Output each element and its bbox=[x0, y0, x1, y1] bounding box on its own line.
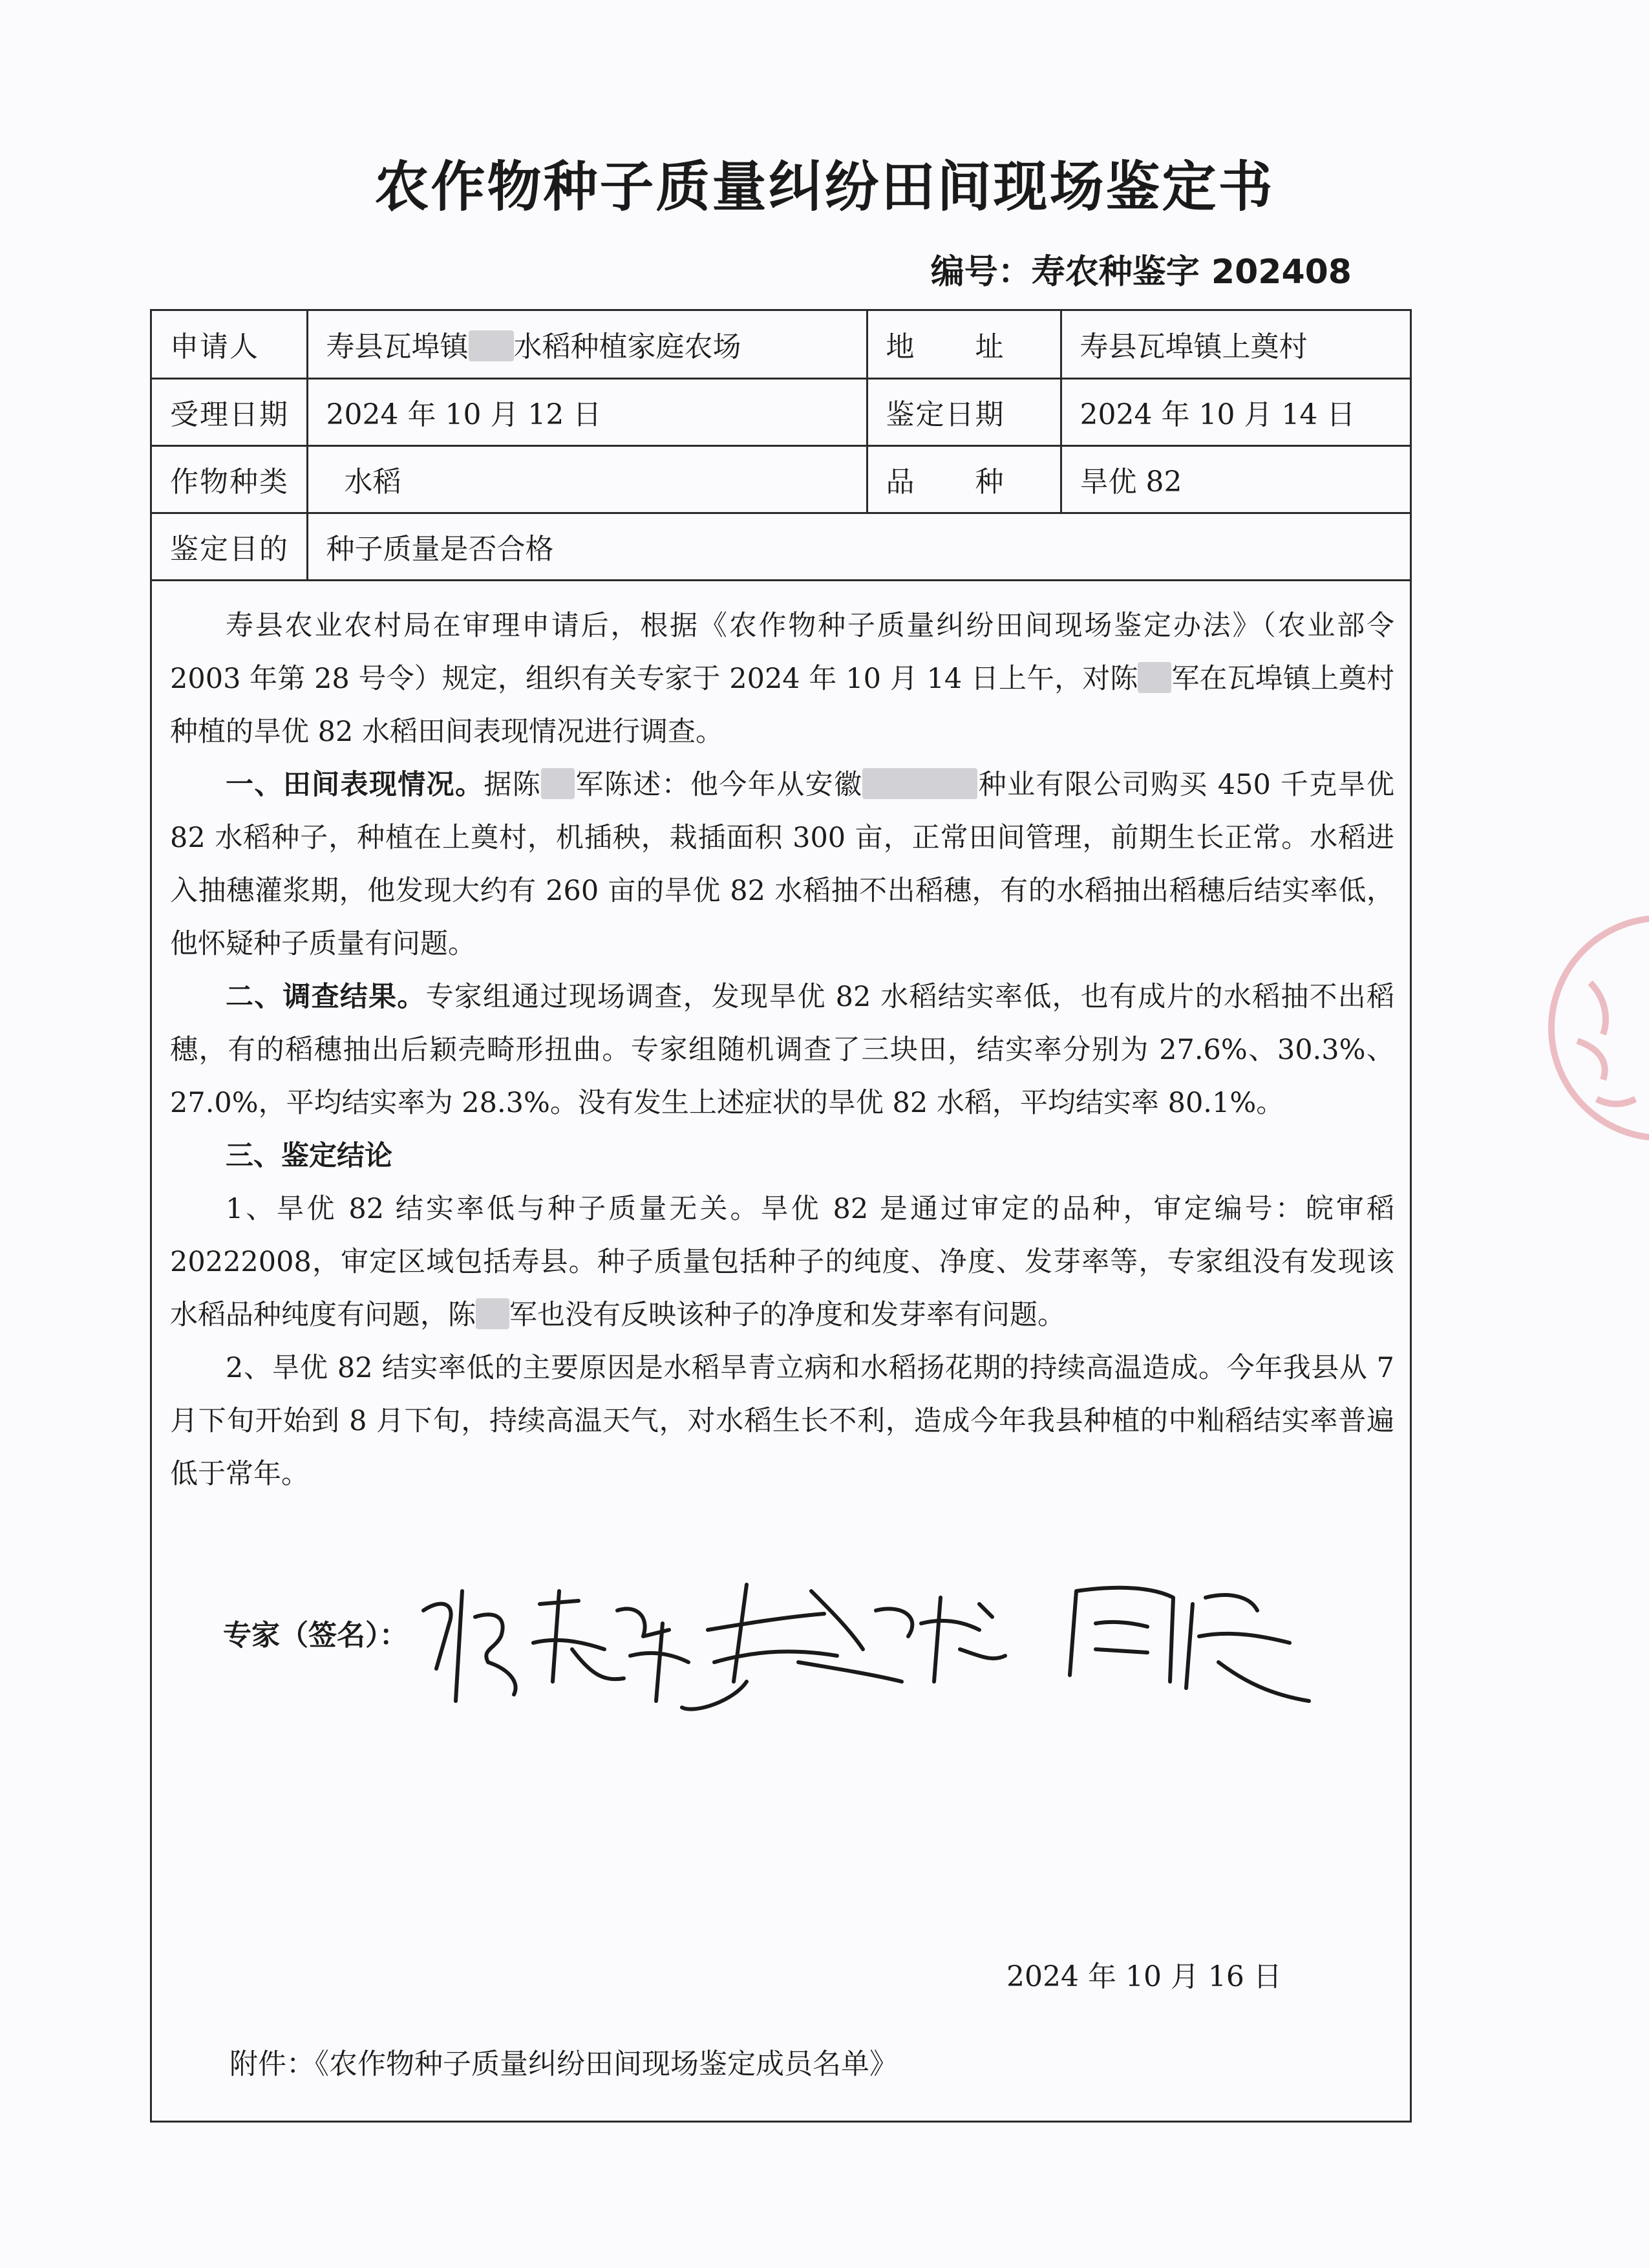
field-text-1: 据陈 bbox=[484, 769, 542, 801]
intro-text-end: 军在瓦埠镇上奠村种植的旱优 82 水稻田间表现情况进行调查。 bbox=[170, 663, 1394, 748]
intro-text-start: 寿县农业农村局在审理申请后，根据《农作物种子质量纠纷田间现场鉴定办法》（农业部令 2003 年第 28 号令）规定，组织有关专家于 2024 年 10 月 14 日上午，对陈 bbox=[170, 610, 1394, 695]
info-table bbox=[152, 311, 1410, 581]
applicant-value-start: 寿县瓦埠镇 bbox=[326, 330, 469, 364]
purpose-value: 种子质量是否合格 bbox=[307, 513, 1410, 580]
crop-label: 作物种类 bbox=[152, 445, 307, 513]
paragraph-investigation bbox=[170, 970, 1394, 1129]
section-heading-investigation: 二、调查结果。 bbox=[226, 981, 426, 1013]
applicant-label: 申请人 bbox=[152, 311, 307, 378]
investigation-text: 专家组通过现场调查，发现旱优 82 水稻结实率低，也有成片的水稻抽不出稻穗，有的稻穗抽出后颖壳畸形扭曲。专家组随机调查了三块田，结实率分别为 27.6%、30.3%、27.0%，平均结实率为 28.3%。没有发生上述症状的旱优 82 水稻，平均结实率 80.1%。 bbox=[170, 981, 1395, 1119]
section-heading-field: 一、田间表现情况。 bbox=[226, 769, 484, 801]
paragraph-conclusion-2: 2、旱优 82 结实率低的主要原因是水稻旱青立病和水稻扬花期的持续高温造成。今年我县从 7 月下旬开始到 8 月下旬，持续高温天气，对水稻生长不利，造成今年我县种植的中籼稻结实率普遍低于常年。 bbox=[170, 1352, 1394, 1490]
crop-value: 水稻 bbox=[307, 445, 867, 513]
document-body bbox=[170, 599, 1394, 1501]
field-text-2: 军陈述：他今年从安徽 bbox=[575, 769, 863, 801]
address-value: 寿县瓦埠镇上奠村 bbox=[1061, 311, 1410, 378]
expert-signatures bbox=[410, 1552, 1315, 1720]
paragraph-intro bbox=[170, 599, 1394, 758]
accept-date-label: 受理日期 bbox=[152, 378, 307, 445]
applicant-value bbox=[307, 311, 867, 378]
variety-label: 品 种 bbox=[867, 445, 1061, 513]
conclusion-1-end: 军也没有反映该种子的净度和发芽率有问题。 bbox=[509, 1299, 1065, 1331]
table-row bbox=[152, 513, 1410, 580]
paragraph-field-performance bbox=[170, 758, 1394, 970]
paragraph-conclusion-heading bbox=[170, 1129, 1394, 1182]
table-row bbox=[152, 378, 1410, 445]
table-row bbox=[152, 445, 1410, 513]
redaction-mark bbox=[862, 768, 977, 799]
issue-date: 2024 年 10 月 16 日 bbox=[1006, 1960, 1282, 1993]
section-heading-conclusion: 三、鉴定结论 bbox=[226, 1140, 392, 1172]
document-frame bbox=[150, 309, 1412, 2123]
signature-2 bbox=[682, 1585, 1005, 1709]
purpose-label: 鉴定目的 bbox=[152, 513, 307, 580]
appraisal-date-value: 2024 年 10 月 14 日 bbox=[1061, 378, 1410, 445]
seal-stamp-partial bbox=[1506, 892, 1649, 1164]
signature-3 bbox=[1070, 1588, 1309, 1701]
paragraph-conclusion-1 bbox=[170, 1182, 1394, 1342]
attachment-note: 附件：《农作物种子质量纠纷田间现场鉴定成员名单》 bbox=[229, 2048, 898, 2081]
conclusion-1-start: 1、旱优 82 结实率低与种子质量无关。旱优 82 是通过审定的品种，审定编号：皖审稻 20222008，审定区域包括寿县。种子质量包括种子的纯度、净度、发芽率等，专家组没有发现该水稻品种纯度有问题，陈 bbox=[170, 1193, 1394, 1331]
field-text-3: 种业有限公司购买 450 千克旱优 82 水稻种子，种植在上奠村，机插秧，栽插面积 300 亩，正常田间管理，前期生长正常。水稻进入抽穗灌浆期，他发现大约有 260 亩的旱优 82 水稻抽不出稻穗，有的水稻抽出稻穗后结实率低，他怀疑种子质量有问题。 bbox=[170, 769, 1395, 960]
redaction-mark bbox=[476, 1298, 509, 1329]
redaction-mark bbox=[541, 768, 575, 799]
page-title: 农作物种子质量纠纷田间现场鉴定书 bbox=[374, 155, 1275, 219]
address-label: 地 址 bbox=[867, 311, 1061, 378]
signature-1 bbox=[423, 1591, 688, 1701]
redaction-mark bbox=[1138, 662, 1171, 693]
table-row bbox=[152, 311, 1410, 378]
accept-date-value: 2024 年 10 月 12 日 bbox=[307, 378, 867, 445]
appraisal-date-label: 鉴定日期 bbox=[867, 378, 1061, 445]
redaction-mark bbox=[469, 330, 514, 361]
signature-label: 专家（签名）： bbox=[223, 1619, 408, 1652]
variety-value: 旱优 82 bbox=[1061, 445, 1410, 513]
applicant-value-end: 水稻种植家庭农场 bbox=[513, 330, 741, 364]
document-number: 编号：寿农种鉴字 202408 bbox=[930, 253, 1352, 292]
